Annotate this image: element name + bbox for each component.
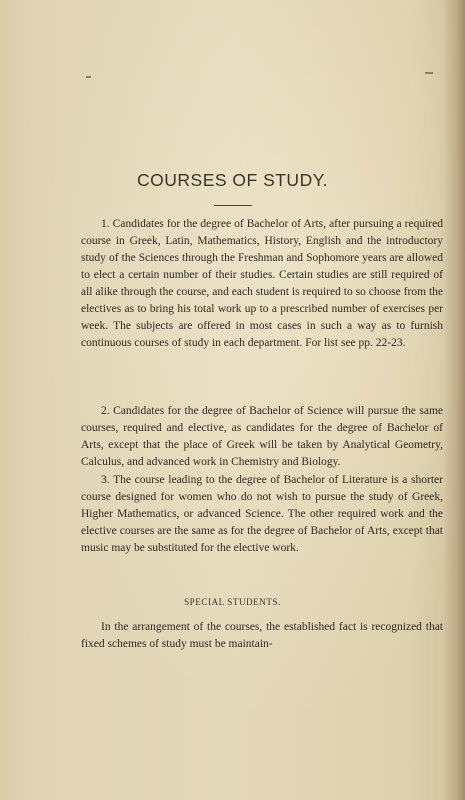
print-speck-right — [425, 72, 433, 74]
paragraph-special-students — [81, 619, 443, 653]
section-subheading: SPECIAL STUDENTS. — [184, 597, 281, 607]
paragraph-text: 3. The course leading to the degree of Bachelor of Literature is a shorter course designed for women who do not wish to pursue the study of Greek, Higher Mathematics, or advanced Science. The other required work and the elective courses are the same as for the degree of Bachelor of Arts, except that music may be substituted for the elective work. — [81, 474, 443, 554]
paragraph-bachelor-of-science — [81, 403, 443, 471]
paragraph-text: 1. Candidates for the degree of Bachelor of Arts, after pursuing a required course in Greek, Latin, Mathematics, History, English and the introductory study of the Sciences through the Freshman and Sophomore years are allowed to elect a certain number of their studies. Certain studies are still required of all alike through the course, and each student is required to so choose from the electives as to bring his total work up to a prescribed number of exercises per week. The subjects are offered in most cases in such a way as to furnish continuous courses of study in each department. For list see pp. 22-23. — [81, 218, 443, 349]
page-title: COURSES OF STUDY. — [137, 170, 328, 190]
paragraph-text: In the arrangement of the courses, the established fact is recognized that fixed schemes of study must be maintain- — [81, 621, 443, 650]
paragraph-bachelor-of-literature — [81, 472, 443, 557]
paragraph-text: 2. Candidates for the degree of Bachelor of Science will pursue the same courses, required and elective, as candidates for the degree of Bachelor of Arts, except that the place of Greek will be taken by Analytical Geometry, Calculus, and advanced work in Chemistry and Biology. — [81, 405, 443, 468]
title-rule — [214, 205, 252, 206]
page-edge-shadow — [443, 0, 465, 800]
print-speck-left — [86, 76, 91, 78]
paragraph-bachelor-of-arts — [81, 216, 443, 352]
